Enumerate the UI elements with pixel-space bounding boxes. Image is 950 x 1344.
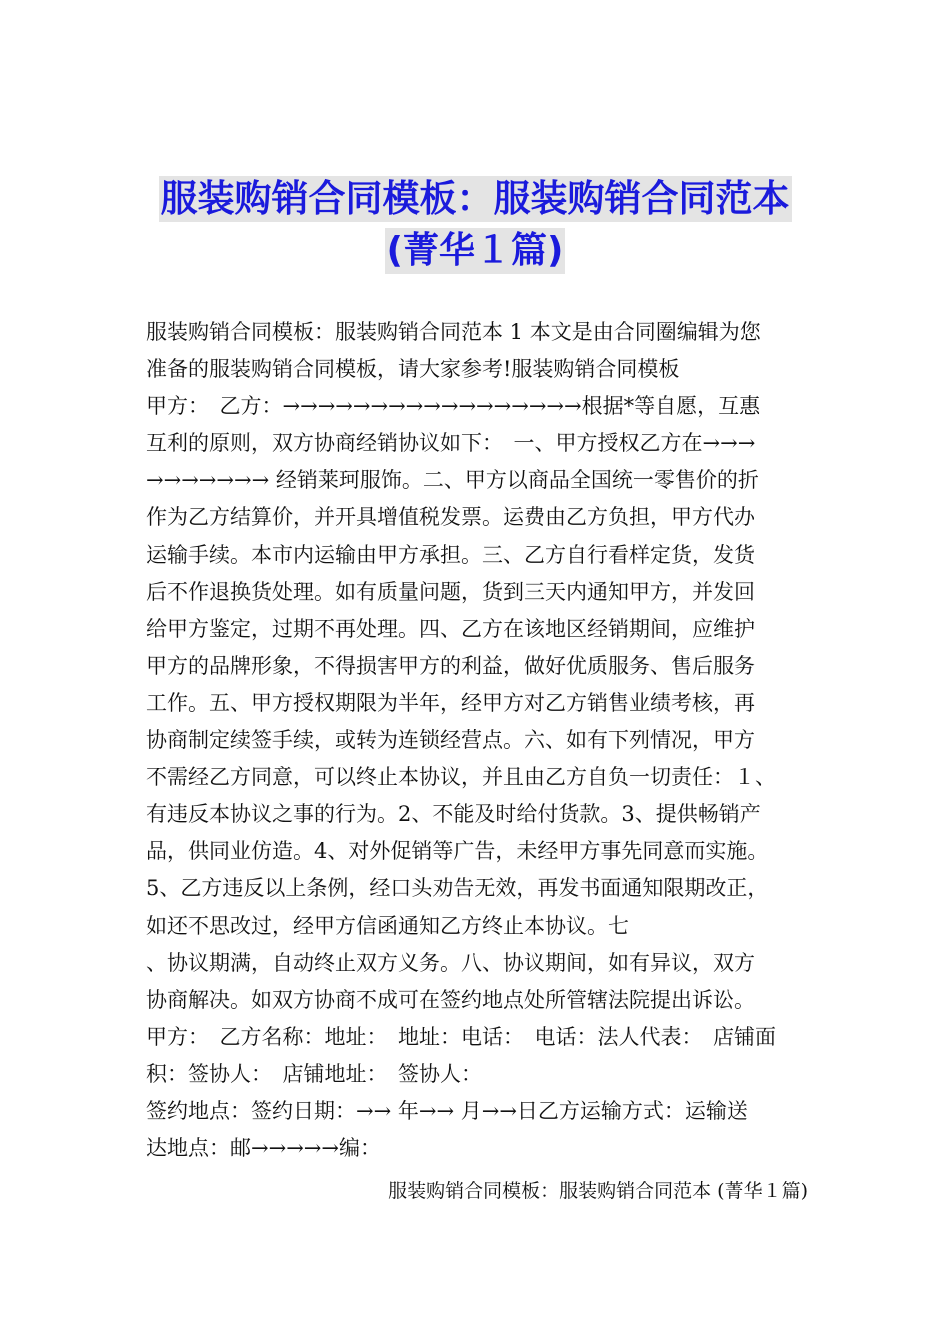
body-line: 达地点：邮→→→→→编： (146, 1136, 381, 1161)
body-line: 互利的原则，双方协商经销协议如下： 一、甲方授权乙方在→→→ (146, 431, 756, 456)
body-line: 服装购销合同模板：服装购销合同范本 1 本文是由合同圈编辑为您 (146, 320, 761, 344)
body-line: 协商制定续签手续，或转为连锁经营点。六、如有下列情况，甲方 (146, 728, 755, 753)
title-line-1: 服装购销合同模板：服装购销合同范本 (160, 177, 790, 220)
body-line: 5、乙方违反以上条例，经口头劝告无效，再发书面通知限期改正， (146, 876, 769, 901)
body-line: 工作。五、甲方授权期限为半年，经甲方对乙方销售业绩考核，再 (146, 690, 755, 715)
body-line: 签约地点：签约日期：→→ 年→→ 月→→日乙方运输方式：运输送 (146, 1098, 748, 1123)
body-line: 品，供同业仿造。4、对外促销等广告，未经甲方事先同意而实施。 (146, 839, 769, 864)
body-line: 甲方： 乙方：→→→→→→→→→→→→→→→→→根据*等自愿，互惠 (146, 394, 761, 419)
body-line: 、协议期满，自动终止双方义务。八、协议期间，如有异议，双方 (146, 950, 755, 975)
body-line: 运输手续。本市内运输由甲方承担。三、乙方自行看样定货，发货 (146, 542, 755, 567)
body-line: 作为乙方结算价，并开具增值税发票。运费由乙方负担，甲方代办 (146, 505, 755, 530)
body-line: 甲方的品牌形象，不得损害甲方的利益，做好优质服务、售后服务 (146, 653, 755, 678)
body-line: →→→→→→→ 经销莱珂服饰。二、甲方以商品全国统一零售价的折 (146, 468, 759, 493)
page-footer: 服装购销合同模板：服装购销合同范本 (菁华１篇) (388, 1180, 808, 1202)
body-line: 给甲方鉴定，过期不再处理。四、乙方在该地区经销期间，应维护 (146, 616, 755, 641)
document-body (146, 314, 818, 1167)
body-line: 有违反本协议之事的行为。2、不能及时给付货款。3、提供畅销产 (146, 802, 761, 827)
body-line: 如还不思改过，经甲方信函通知乙方终止本协议。七 (146, 913, 629, 938)
document-title (100, 176, 850, 274)
body-line: 后不作退换货处理。如有质量问题，货到三天内通知甲方，并发回 (146, 579, 755, 604)
title-line-2: (菁华１篇) (385, 228, 566, 274)
body-line: 甲方： 乙方名称：地址： 地址：电话： 电话：法人代表： 店铺面 (146, 1024, 776, 1049)
body-line: 积：签协人： 店铺地址： 签协人： (146, 1061, 482, 1086)
body-line: 协商解决。如双方协商不成可在签约地点处所管辖法院提出诉讼。 (146, 987, 755, 1012)
body-line: 准备的服装购销合同模板，请大家参考!服装购销合同模板 (146, 357, 680, 382)
body-line: 不需经乙方同意，可以终止本协议，并且由乙方自负一切责任：１、 (146, 765, 776, 790)
